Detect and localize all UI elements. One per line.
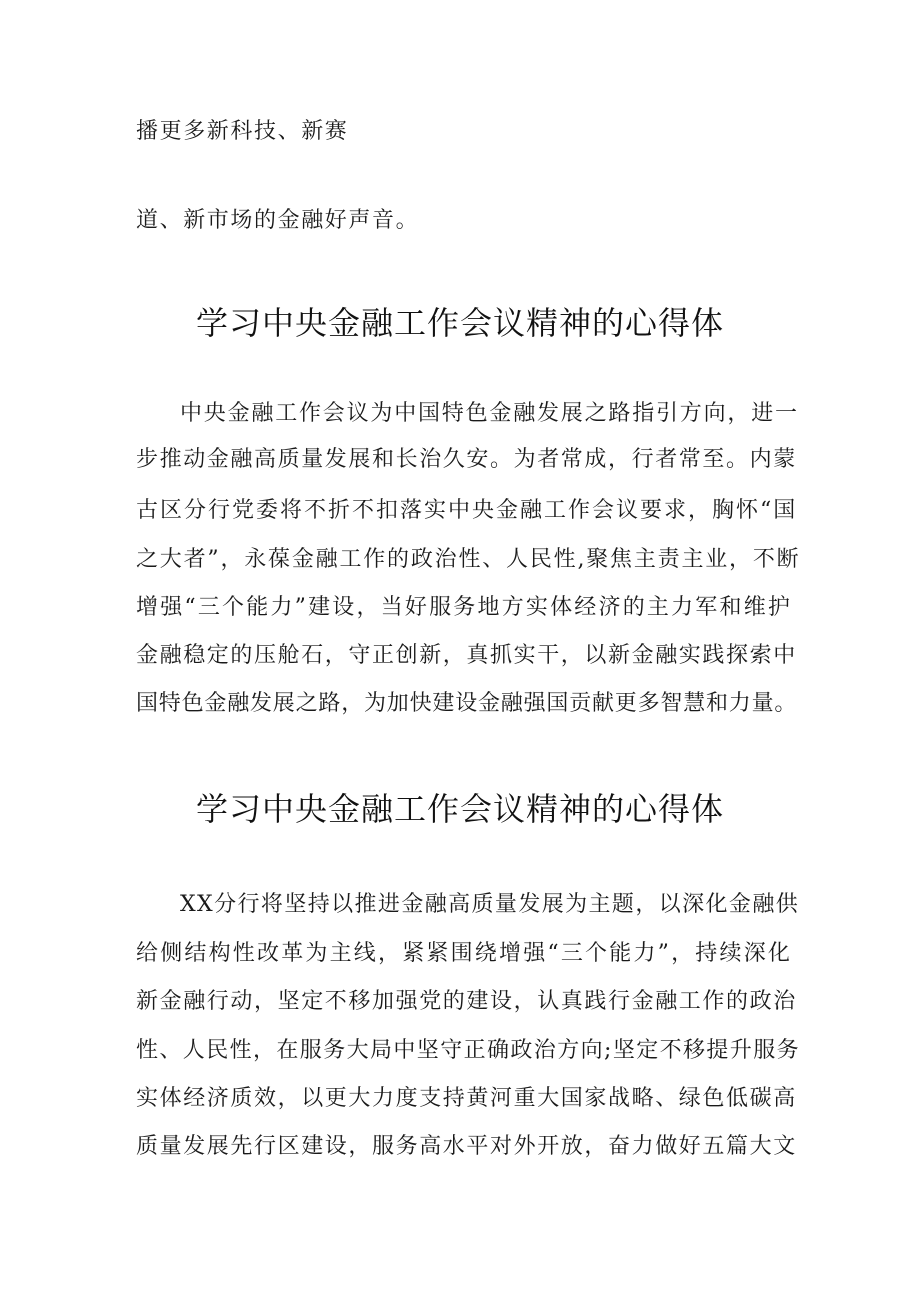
section-2-line-5: 实体经济质效，以更大力度支持黄河重大国家战略、绿色低碳高 [136,1086,797,1111]
section-1-line-4: 之大者”，永葆金融工作的政治性、人民性,聚焦主责主业，不断 [136,547,801,572]
section-2-line-3: 新金融行动，坚定不移加强党的建设，认真践行金融工作的政治 [136,989,797,1014]
intro-line-2: 道、新市场的金融好声音。 [136,208,420,233]
section-2-line-6: 质量发展先行区建设，服务高水平对外开放，奋力做好五篇大文 [136,1134,797,1159]
section-1-line-6: 金融稳定的压舱石，守正创新，真抓实干，以新金融实践探索中 [136,643,797,668]
section-1-heading: 学习中央金融工作会议精神的心得体 [195,304,724,342]
section-2-line-2: 给侧结构性改革为主线，紧紧围绕增强“三个能力”，持续深化 [136,941,793,966]
section-2-heading: 学习中央金融工作会议精神的心得体 [195,790,724,828]
section-1-line-1: 中央金融工作会议为中国特色金融发展之路指引方向，进一 [180,401,799,426]
section-1-line-3: 古区分行党委将不折不扣落实中央金融工作会议要求，胸怀“国 [136,498,798,523]
section-1-line-2: 步推动金融高质量发展和长治久安。为者常成，行者常至。内蒙 [136,447,797,472]
section-1-line-5: 增强“三个能力”建设，当好服务地方实体经济的主力军和维护 [136,595,793,620]
section-1-line-7: 国特色金融发展之路，为加快建设金融强国贡献更多智慧和力量。 [136,691,798,716]
section-2-line-4: 性、人民性，在服务大局中坚守正确政治方向;坚定不移提升服务 [136,1038,801,1063]
section-2-line-1: XX分行将坚持以推进金融高质量发展为主题，以深化金融供 [180,892,800,917]
intro-line-1: 播更多新科技、新赛 [136,119,349,144]
